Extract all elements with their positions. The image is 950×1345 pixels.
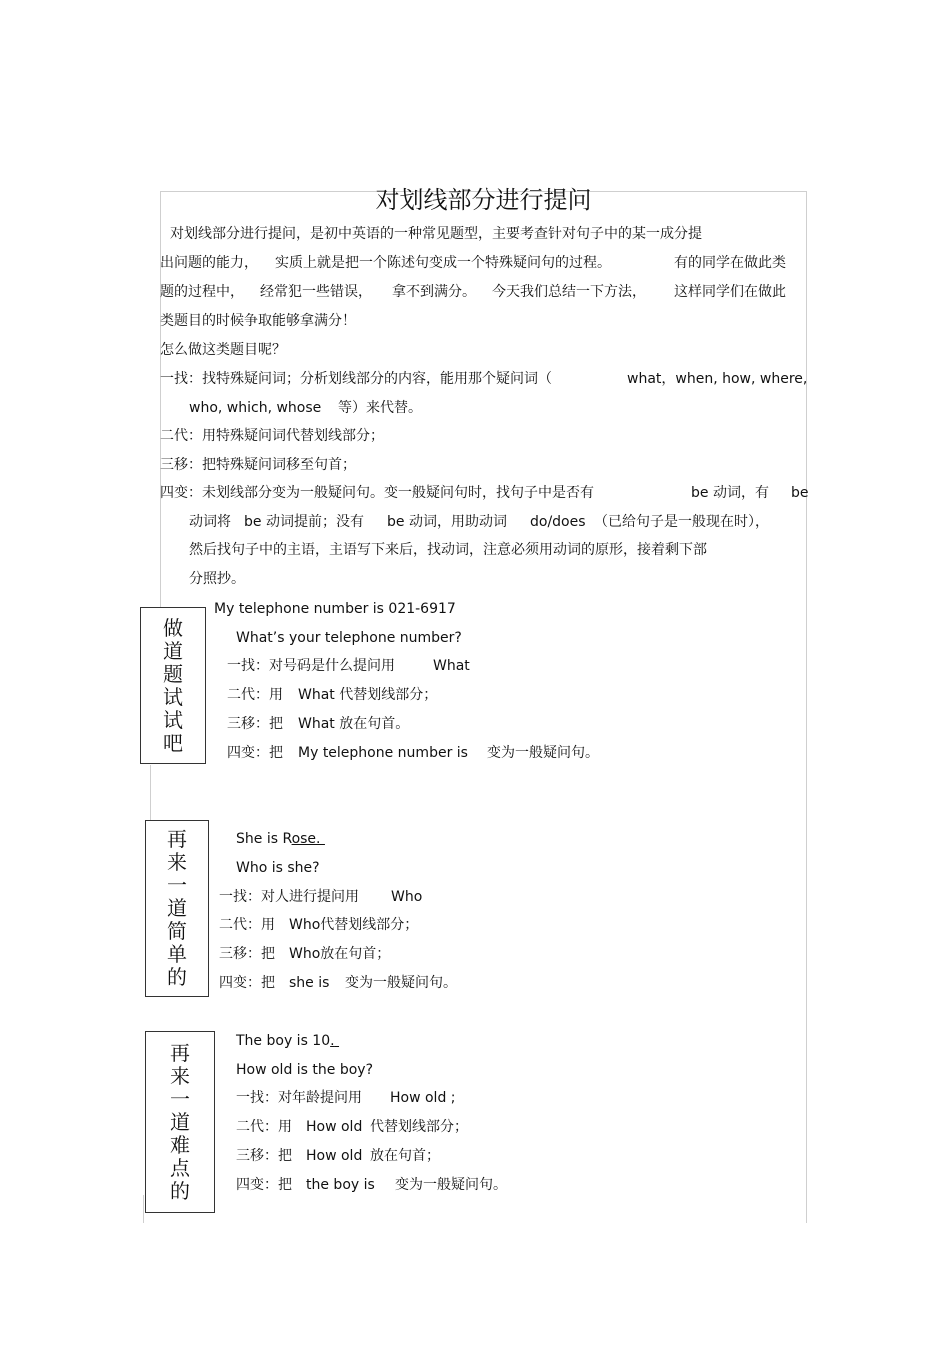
example-1-step-2: 二代：用 — [227, 687, 283, 703]
example-3-sentence-underlined: . — [330, 1033, 335, 1049]
example-1-sentence: My telephone number is 021-6917 — [214, 601, 456, 617]
intro-line-3b: 经常犯一些错误， — [260, 284, 372, 300]
step-4-text: 四变：未划线部分变为一般疑问句。变一般疑问句时，找句子中是否有 — [160, 485, 594, 501]
intro-line-2b: 实质上就是把一个陈述句变成一个特殊疑问句的过程。 — [275, 255, 611, 271]
example-2-underline-extension — [321, 830, 327, 848]
example-2-step-3-word: Who放在句首； — [289, 946, 391, 962]
intro-line-3e: 这样同学们在做此 — [674, 284, 786, 300]
example-3-label-char: 点 — [170, 1155, 190, 1180]
example-2-step-4: 四变：把 — [219, 975, 275, 991]
example-2-step-1: 一找：对人进行提问用 — [219, 889, 359, 905]
example-1-label-char: 题 — [163, 661, 183, 686]
example-1-step-2-word: What 代替划线部分； — [298, 687, 438, 703]
example-3-sentence-plain: The boy is 10 — [236, 1033, 331, 1049]
example-3-sentence — [236, 1032, 355, 1050]
example-3-step-3-tail: 放在句首； — [370, 1148, 440, 1164]
example-1-label-char: 试 — [163, 684, 183, 709]
example-1-step-3-word: What 放在句首。 — [298, 716, 410, 732]
example-3-step-2-tail: 代替划线部分； — [370, 1119, 468, 1135]
example-2-sentence-underlined: ose. — [291, 831, 321, 847]
step-4-line2e: （已给句子是一般现在时）， — [594, 514, 769, 530]
intro-line-3a: 题的过程中， — [160, 284, 244, 300]
step-4-be-verb: be 动词，有 — [691, 485, 769, 501]
step-3-text: 三移：把特殊疑问词移至句首； — [160, 457, 356, 473]
example-1-step-1: 一找：对号码是什么提问用 — [227, 658, 395, 674]
frame-left-line-lower — [150, 765, 151, 825]
frame-left-line-bottom — [143, 1195, 144, 1223]
example-3-step-3: 三移：把 — [236, 1148, 292, 1164]
example-1-question: What’s your telephone number? — [236, 630, 462, 646]
example-2-step-4-phrase: she is — [289, 975, 330, 991]
example-1-label-char: 做 — [163, 615, 183, 640]
step-2-text: 二代：用特殊疑问词代替划线部分； — [160, 428, 384, 444]
example-2-label-char: 道 — [167, 896, 187, 920]
example-3-step-1: 一找：对年龄提问用 — [236, 1090, 362, 1106]
intro-line-2a: 出问题的能力， — [160, 255, 258, 271]
step-4-be: be — [791, 485, 809, 501]
example-3-step-1-word: How old ; — [390, 1090, 456, 1106]
intro-line-5: 怎么做这类题目呢？ — [160, 342, 286, 358]
example-2-step-2-word: Who代替划线部分； — [289, 917, 419, 933]
step-1-words: what，when, how, where, — [627, 371, 808, 387]
example-3-label-char: 来 — [170, 1063, 190, 1088]
example-3-step-4-tail: 变为一般疑问句。 — [395, 1177, 507, 1193]
frame-right-line — [806, 191, 807, 1223]
example-3-step-2-word: How old — [306, 1119, 363, 1135]
example-2-label-box — [145, 820, 209, 997]
example-2-sentence-plain: She is R — [236, 831, 292, 847]
intro-line-3c: 拿不到满分。 — [392, 284, 476, 300]
example-3-label-box — [145, 1031, 215, 1213]
example-1-label-char: 道 — [163, 638, 183, 663]
example-1-step-4-phrase: My telephone number is — [298, 745, 468, 761]
example-2-step-3: 三移：把 — [219, 946, 275, 962]
example-1-step-1-word: What — [433, 658, 470, 674]
step-1-tail: 等）来代替。 — [338, 400, 422, 416]
example-2-label-char: 单 — [167, 942, 187, 966]
example-2-step-4-tail: 变为一般疑问句。 — [345, 975, 457, 991]
intro-line-3d: 今天我们总结一下方法， — [492, 284, 646, 300]
example-2-label-char: 来 — [167, 850, 187, 874]
step-4-line2d: do/does — [530, 514, 586, 530]
example-1-step-3: 三移：把 — [227, 716, 283, 732]
step-4-line4: 分照抄。 — [189, 571, 245, 587]
example-2-label-char: 的 — [167, 965, 187, 989]
example-3-step-3-word: How old — [306, 1148, 363, 1164]
example-3-label-char: 道 — [170, 1109, 190, 1134]
step-4-line2a: 动词将 — [189, 514, 231, 530]
example-1-label-char: 试 — [163, 707, 183, 732]
step-4-line2c: be 动词，用助动词 — [387, 514, 507, 530]
example-1-step-4: 四变：把 — [227, 745, 283, 761]
example-1-label-char: 吧 — [163, 730, 183, 755]
step-1-text: 一找：找特殊疑问词；分析划线部分的内容，能用那个疑问词（ — [160, 371, 552, 387]
example-1-step-4-tail: 变为一般疑问句。 — [487, 745, 599, 761]
example-2-label-char: 再 — [167, 827, 187, 851]
example-3-label-char: 一 — [170, 1086, 190, 1111]
example-3-underline-extension — [335, 1032, 355, 1050]
example-2-question: Who is she? — [236, 860, 320, 876]
intro-line-4: 类题目的时候争取能够拿满分！ — [160, 313, 356, 329]
step-1-words-cont: who, which, whose — [189, 400, 322, 416]
intro-line-1: 对划线部分进行提问，是初中英语的一种常见题型，主要考查针对句子中的某一成分提 — [170, 226, 702, 242]
example-3-step-4: 四变：把 — [236, 1177, 292, 1193]
example-3-label-char: 再 — [170, 1040, 190, 1065]
example-3-label-char: 难 — [170, 1132, 190, 1157]
example-2-label-char: 简 — [167, 919, 187, 943]
page-title: 对划线部分进行提问 — [375, 186, 592, 214]
example-2-label-char: 一 — [167, 873, 187, 897]
example-3-step-4-phrase: the boy is — [306, 1177, 375, 1193]
example-2-step-1-word: Who — [391, 889, 423, 905]
example-3-question: How old is the boy? — [236, 1062, 374, 1078]
step-4-line2b: be 动词提前；没有 — [244, 514, 364, 530]
example-3-label-char: 的 — [170, 1178, 190, 1203]
intro-line-2c: 有的同学在做此类 — [674, 255, 786, 271]
step-4-line3: 然后找句子中的主语，主语写下来后，找动词，注意必须用动词的原形，接着剩下部 — [189, 542, 707, 558]
example-2-sentence — [236, 830, 327, 848]
example-1-label-box — [140, 607, 206, 764]
example-2-step-2: 二代：用 — [219, 917, 275, 933]
example-3-step-2: 二代：用 — [236, 1119, 292, 1135]
